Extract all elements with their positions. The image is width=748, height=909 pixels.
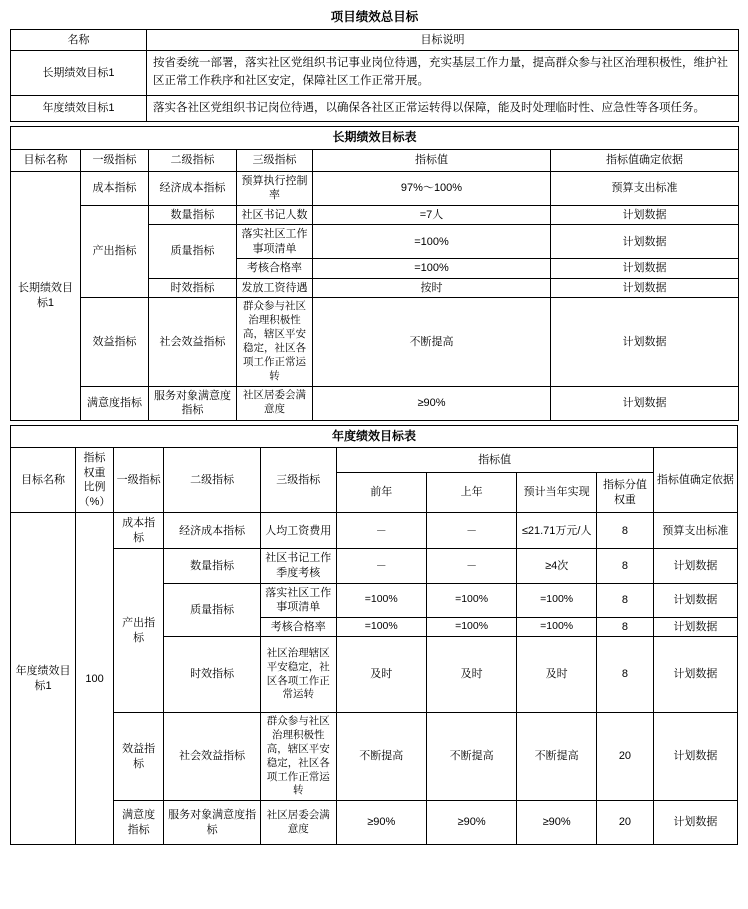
cell-level2: 经济成本指标	[164, 513, 261, 549]
cell-basis: 计划数据	[653, 583, 737, 617]
overall-row-desc: 按省委统一部署，落实社区党组织书记事业岗位待遇，充实基层工作力量，提高群众参与社区治理积极性，维护社区正常工作秩序和社区安定，保障社区工作正常开展。	[147, 51, 739, 96]
cell-level2: 服务对象满意度指标	[164, 801, 261, 845]
cell-level2: 服务对象满意度指标	[149, 386, 237, 420]
header-score-weight: 指标分值权重	[597, 472, 654, 513]
cell-level3: 预算执行控制率	[237, 171, 313, 205]
header-level2: 二级指标	[149, 150, 237, 172]
table-row	[11, 713, 738, 801]
cell-level2: 社会效益指标	[149, 298, 237, 386]
cell-score-weight: 8	[597, 637, 654, 713]
cell-prev-year: ≥90%	[426, 801, 516, 845]
cell-level3: 群众参与社区治理积极性高，辖区平安稳定，社区各项工作正常运转	[260, 713, 336, 801]
annual-target-name: 年度绩效目标1	[11, 513, 76, 845]
table-row	[11, 386, 739, 420]
cell-value: =7人	[313, 205, 551, 225]
cell-value: 97%～100%	[313, 171, 551, 205]
cell-value: 按时	[313, 278, 551, 298]
cell-level2: 社会效益指标	[164, 713, 261, 801]
cell-level1: 产出指标	[81, 205, 149, 298]
cell-expected-current: =100%	[517, 617, 597, 637]
long-term-header-row	[11, 150, 739, 172]
cell-level1: 产出指标	[113, 549, 163, 713]
cell-basis: 计划数据	[653, 617, 737, 637]
cell-level3: 落实社区工作事项清单	[260, 583, 336, 617]
table-row	[11, 95, 739, 122]
header-level1: 一级指标	[113, 448, 163, 513]
annual-weight-ratio: 100	[76, 513, 114, 845]
cell-level3: 社区书记工作季度考核	[260, 549, 336, 583]
cell-score-weight: 20	[597, 713, 654, 801]
cell-basis: 计划数据	[653, 637, 737, 713]
table-row	[11, 513, 738, 549]
cell-level2: 质量指标	[149, 225, 237, 279]
annual-banner-row	[11, 425, 738, 448]
header-value-group: 指标值	[336, 448, 653, 472]
header-value: 指标值	[313, 150, 551, 172]
header-level2: 二级指标	[164, 448, 261, 513]
cell-level3: 群众参与社区治理积极性高，辖区平安稳定，社区各项工作正常运转	[237, 298, 313, 386]
overall-goals-table	[10, 6, 739, 122]
cell-basis: 计划数据	[653, 549, 737, 583]
cell-expected-current: ≥90%	[517, 801, 597, 845]
cell-value: ≥90%	[313, 386, 551, 420]
annual-header-row-1	[11, 448, 738, 472]
document-page	[10, 0, 738, 849]
cell-prev-year: －	[426, 513, 516, 549]
cell-level3: 发放工资待遇	[237, 278, 313, 298]
cell-level2: 数量指标	[149, 205, 237, 225]
cell-value: =100%	[313, 225, 551, 259]
cell-level1: 成本指标	[113, 513, 163, 549]
header-target-name: 目标名称	[11, 150, 81, 172]
cell-basis: 计划数据	[551, 298, 739, 386]
table-row	[11, 801, 738, 845]
cell-value: =100%	[313, 259, 551, 279]
long-term-banner: 长期绩效目标表	[11, 127, 739, 150]
cell-score-weight: 20	[597, 801, 654, 845]
header-level3: 三级指标	[237, 150, 313, 172]
cell-prev-prev-year: 及时	[336, 637, 426, 713]
long-term-target-name: 长期绩效目标1	[11, 171, 81, 420]
cell-level2: 时效指标	[149, 278, 237, 298]
header-prev-year: 上年	[426, 472, 516, 513]
table-row	[11, 549, 738, 583]
cell-level3: 社区居委会满意度	[237, 386, 313, 420]
cell-basis: 预算支出标准	[551, 171, 739, 205]
overall-header-name: 名称	[11, 29, 147, 51]
cell-expected-current: ≤21.71万元/人	[517, 513, 597, 549]
table-row	[11, 51, 739, 96]
cell-level3: 考核合格率	[237, 259, 313, 279]
cell-level3: 社区治理辖区平安稳定，社区各项工作正常运转	[260, 637, 336, 713]
overall-row-name: 长期绩效目标1	[11, 51, 147, 96]
cell-level1: 成本指标	[81, 171, 149, 205]
page-title: 项目绩效总目标	[330, 10, 419, 24]
document-title-row	[11, 6, 739, 29]
cell-prev-year: 及时	[426, 637, 516, 713]
header-prev-prev-year: 前年	[336, 472, 426, 513]
long-term-goals-table	[10, 126, 739, 420]
header-target-name: 目标名称	[11, 448, 76, 513]
overall-row-name: 年度绩效目标1	[11, 95, 147, 122]
overall-header-desc: 目标说明	[147, 29, 739, 51]
cell-score-weight: 8	[597, 617, 654, 637]
cell-basis: 计划数据	[653, 801, 737, 845]
cell-score-weight: 8	[597, 583, 654, 617]
header-basis: 指标值确定依据	[653, 448, 737, 513]
cell-prev-prev-year: 不断提高	[336, 713, 426, 801]
cell-expected-current: 不断提高	[517, 713, 597, 801]
table-row	[11, 205, 739, 225]
cell-prev-prev-year: =100%	[336, 583, 426, 617]
header-basis: 指标值确定依据	[551, 150, 739, 172]
cell-level1: 满意度指标	[81, 386, 149, 420]
table-row	[11, 171, 739, 205]
cell-score-weight: 8	[597, 549, 654, 583]
cell-level1: 效益指标	[81, 298, 149, 386]
cell-level3: 人均工资费用	[260, 513, 336, 549]
cell-expected-current: 及时	[517, 637, 597, 713]
overall-header-row	[11, 29, 739, 51]
table-row	[11, 298, 739, 386]
cell-prev-prev-year: =100%	[336, 617, 426, 637]
cell-level3: 考核合格率	[260, 617, 336, 637]
cell-basis: 计划数据	[551, 278, 739, 298]
cell-prev-prev-year: －	[336, 549, 426, 583]
overall-row-desc: 落实各社区党组织书记岗位待遇，以确保各社区正常运转得以保障，能及时处理临时性、应急性等各项任务。	[147, 95, 739, 122]
annual-goals-table	[10, 425, 738, 846]
cell-prev-year: =100%	[426, 617, 516, 637]
cell-basis: 计划数据	[551, 259, 739, 279]
cell-expected-current: =100%	[517, 583, 597, 617]
header-weight-ratio: 指标权重比例（%）	[76, 448, 114, 513]
cell-level2: 数量指标	[164, 549, 261, 583]
cell-level2: 经济成本指标	[149, 171, 237, 205]
cell-prev-year: －	[426, 549, 516, 583]
annual-banner: 年度绩效目标表	[11, 425, 738, 448]
cell-basis: 计划数据	[551, 205, 739, 225]
cell-basis: 计划数据	[653, 713, 737, 801]
cell-prev-year: =100%	[426, 583, 516, 617]
cell-level3: 社区书记人数	[237, 205, 313, 225]
cell-prev-prev-year: －	[336, 513, 426, 549]
cell-prev-year: 不断提高	[426, 713, 516, 801]
cell-level3: 落实社区工作事项清单	[237, 225, 313, 259]
cell-prev-prev-year: ≥90%	[336, 801, 426, 845]
cell-level1: 满意度指标	[113, 801, 163, 845]
cell-value: 不断提高	[313, 298, 551, 386]
cell-level3: 社区居委会满意度	[260, 801, 336, 845]
cell-basis: 计划数据	[551, 386, 739, 420]
header-level1: 一级指标	[81, 150, 149, 172]
cell-level1: 效益指标	[113, 713, 163, 801]
cell-basis: 预算支出标准	[653, 513, 737, 549]
cell-basis: 计划数据	[551, 225, 739, 259]
cell-level2: 质量指标	[164, 583, 261, 637]
cell-score-weight: 8	[597, 513, 654, 549]
header-level3: 三级指标	[260, 448, 336, 513]
cell-expected-current: ≥4次	[517, 549, 597, 583]
header-expected-current: 预计当年实现	[517, 472, 597, 513]
cell-level2: 时效指标	[164, 637, 261, 713]
long-term-banner-row	[11, 127, 739, 150]
